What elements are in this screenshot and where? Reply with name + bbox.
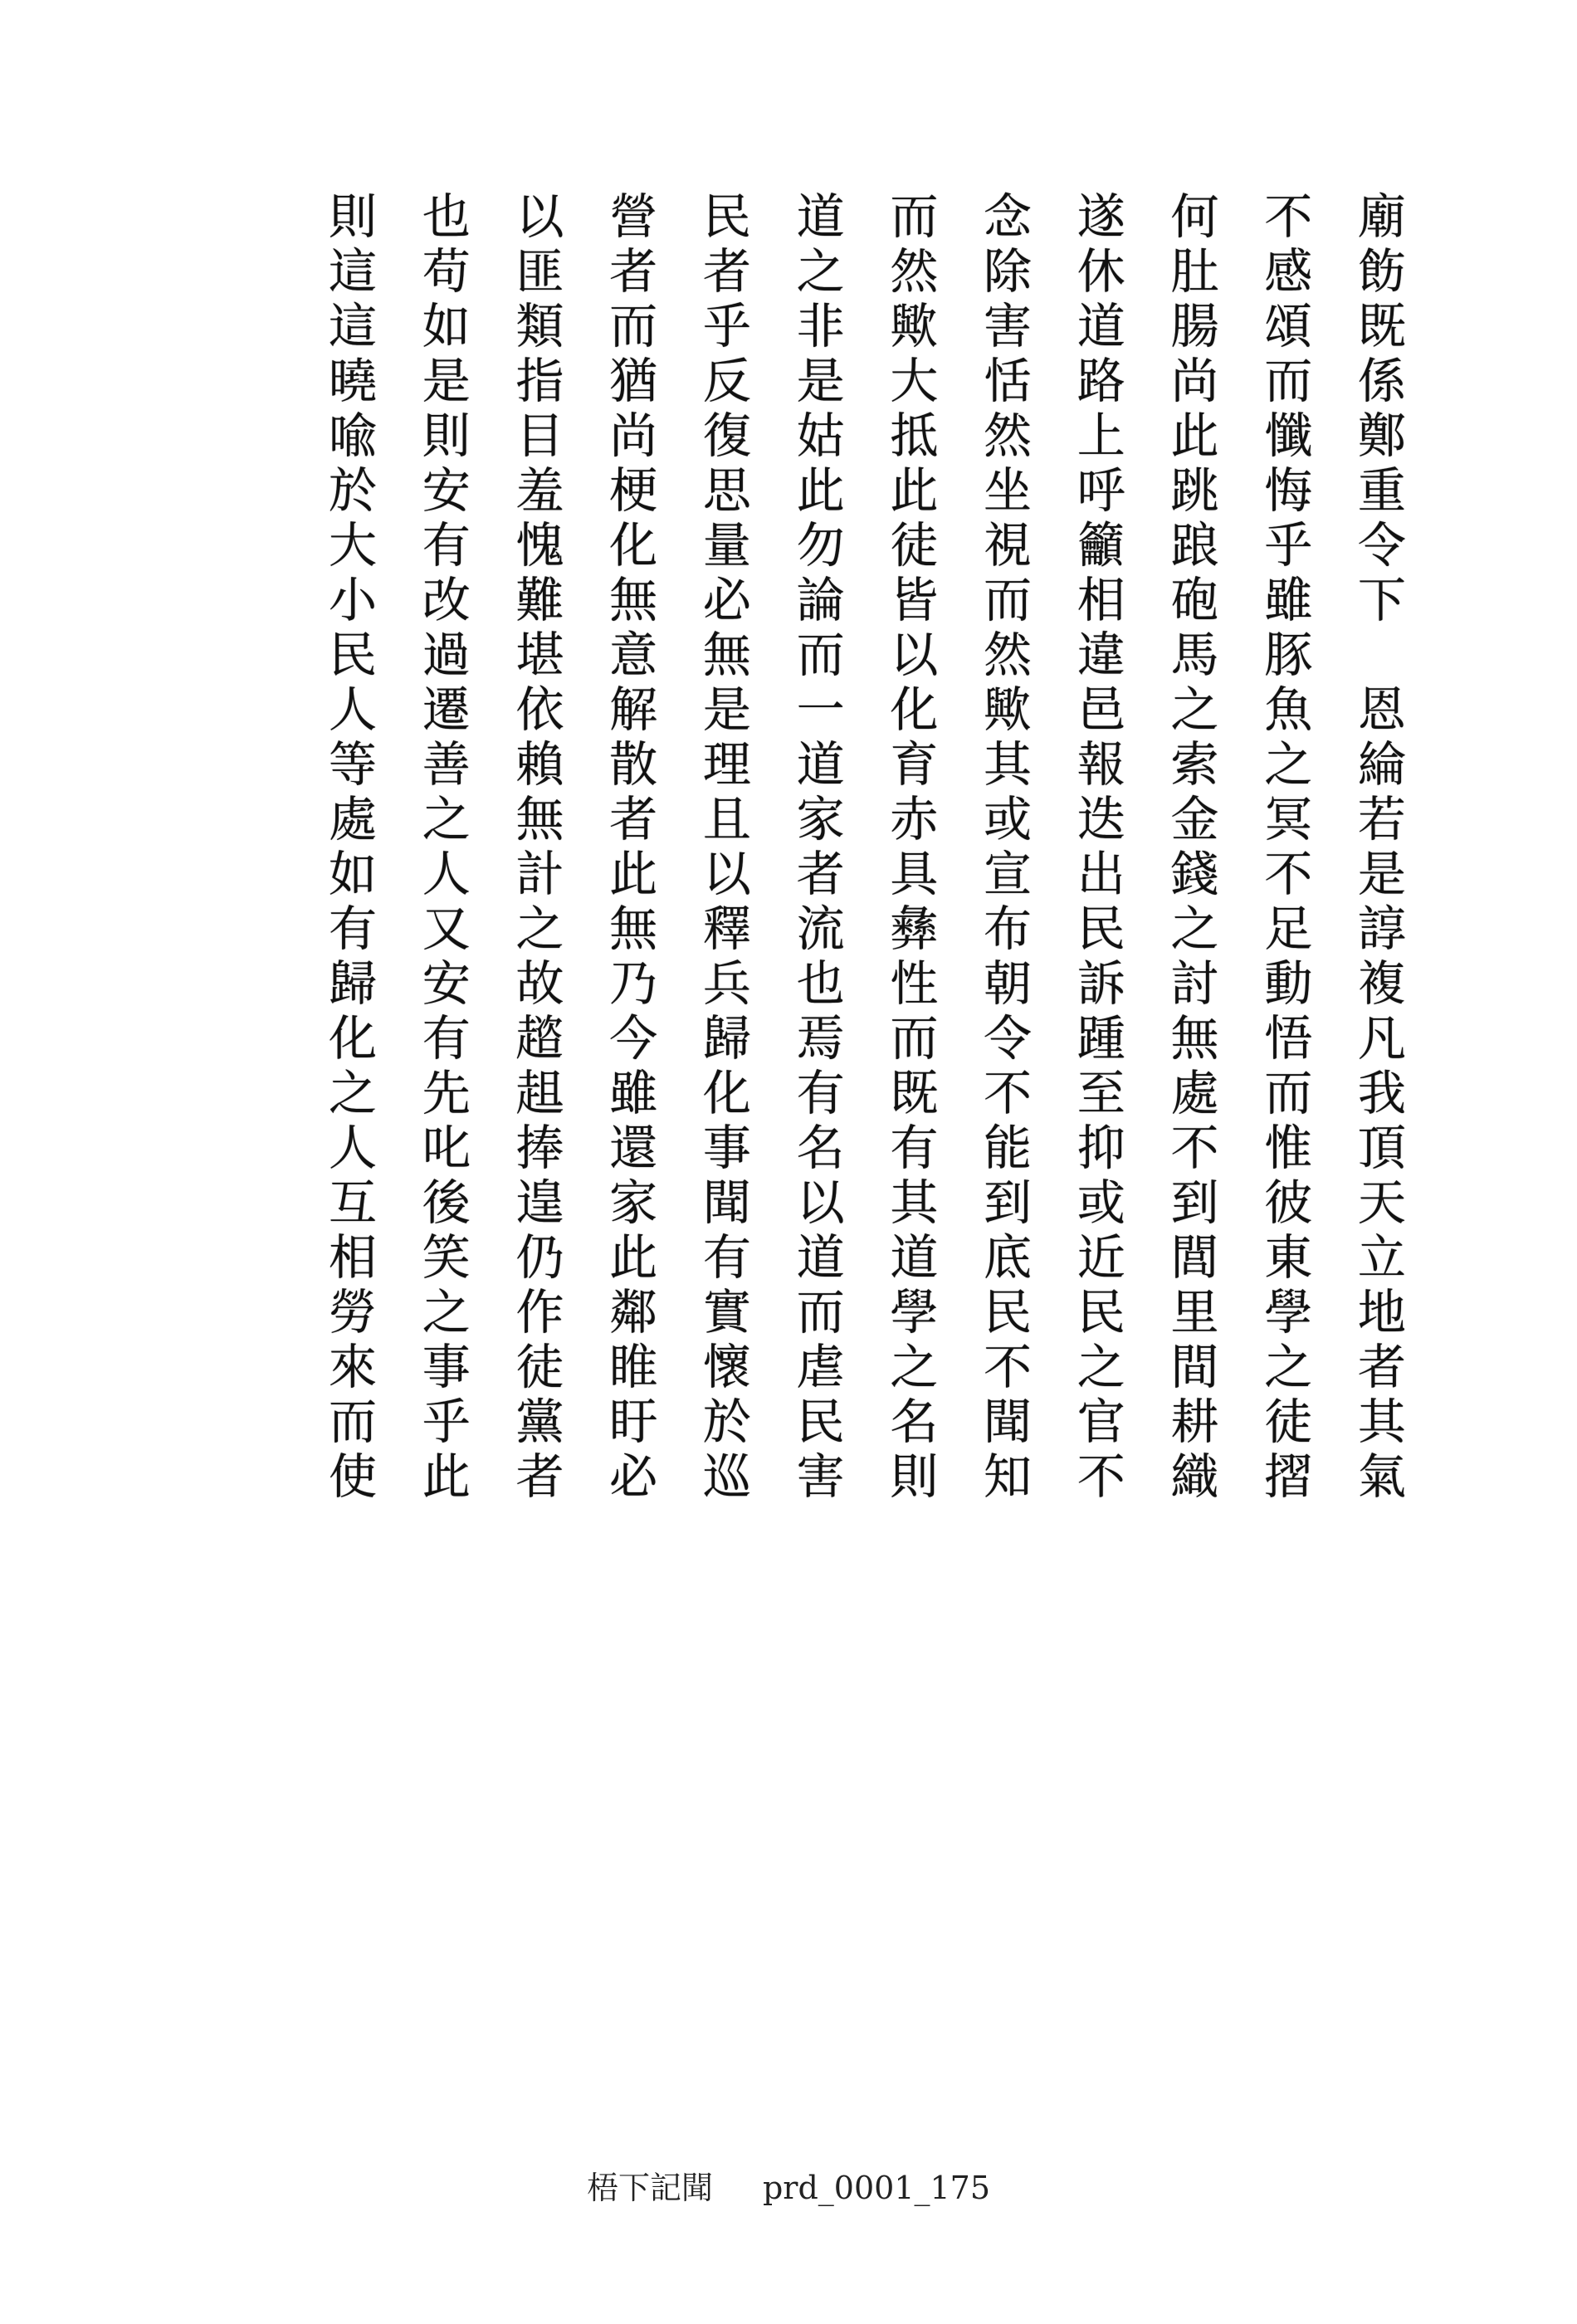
page-footer [0, 2162, 1577, 2208]
manuscript-column-5: 念除害恬然坐視而然歟其或宣布朝令不能到底民不聞知 [975, 191, 1033, 1506]
manuscript-column-2: 不感頌而懺悔乎雖豚魚之冥不足動悟而惟彼東學之徒摺 [1256, 191, 1313, 1506]
manuscript-column-6: 而然歟大抵此徒皆以化育赤具彝性而既有其道學之名則 [881, 191, 939, 1506]
manuscript-column-9: 營者而猶尚梗化無意解散者此無乃今雖還家此鄰睢盱必 [601, 191, 658, 1506]
manuscript-column-3: 何肚腸尚此跳踉砲馬之索金錢之討無處不到閭里間耕織 [1162, 191, 1219, 1506]
manuscript-column-1: 廟飭既係鄭重令下 恩綸若是諄複凡我頂天立地者其氣 [1349, 191, 1406, 1506]
manuscript-column-11: 也苟如是則安有改過遷善之人又安有先叱後笑之事乎此 [413, 191, 471, 1506]
page-id: prd_0001_175 [762, 2170, 991, 2206]
manuscript-text [307, 191, 1419, 1851]
manuscript-column-8: 民者乎反復思量必無是理且以釋兵歸化事聞有實懷於巡 [694, 191, 751, 1506]
manuscript-column-7: 道之非是姑此勿論而一道家者流也焉有名以道而虐民害 [788, 191, 845, 1506]
book-title: 梧下記聞 [586, 2170, 713, 2206]
manuscript-column-12: 則這這曉喩於大小民人等處如有歸化之人互相勞來而使 [320, 191, 377, 1506]
manuscript-column-10: 以匪類指目羞愧難堪依賴無計之故趦趄捧遑仍作徒黨者 [507, 191, 564, 1506]
manuscript-column-4: 遂休道路上呼籲相違邑報迭出民訴踵至抑或近民之官不 [1068, 191, 1125, 1506]
